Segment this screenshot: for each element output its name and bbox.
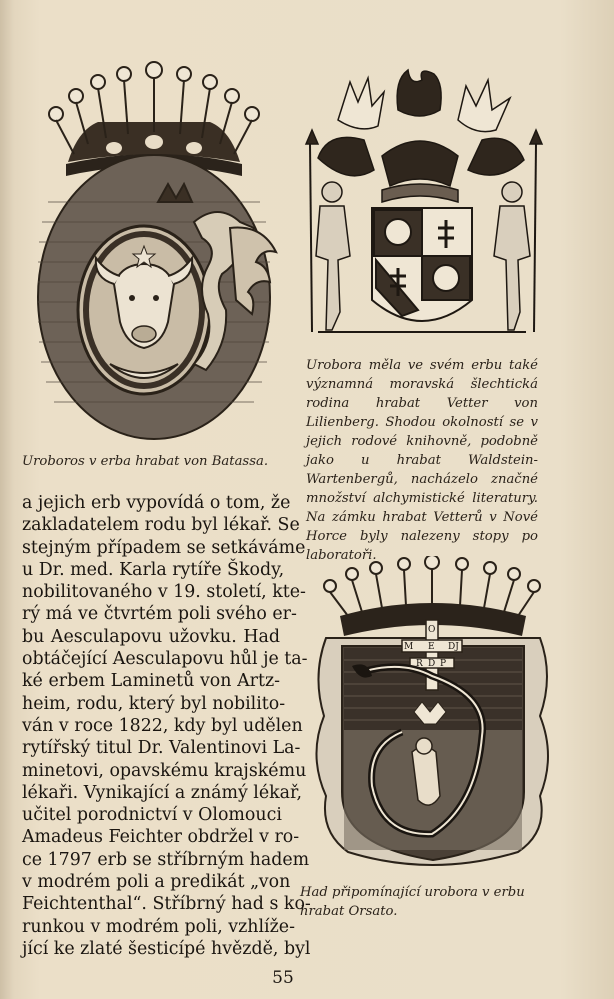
page-number: 55 [272, 968, 294, 988]
caption-batassa: Uroboros v erba hrabat von Batassa. [22, 454, 269, 469]
cross-letter-top: O [428, 625, 436, 635]
batassa-coat-of-arms [18, 52, 290, 444]
body-line: ce 1797 erb se stříbrným hadem [22, 849, 310, 870]
body-line: runkou v modrém poli, vzhlíže- [22, 916, 295, 937]
body-line: jící ke zlaté šesticípé hvězdě, byl [22, 938, 311, 959]
orsato-coat-of-arms [312, 556, 554, 876]
body-line: Amadeus Feichter obdržel v ro- [22, 827, 300, 848]
cross-letter-p: P [440, 659, 447, 669]
cross-letter-r: R [416, 659, 423, 669]
body-text [22, 492, 311, 960]
body-line: zakladatelem rodu byl lékař. Se [22, 515, 300, 536]
body-line: a jejich erb vypovídá o tom, že [22, 493, 291, 513]
body-line: heim, rodu, který byl nobilito- [22, 693, 286, 714]
caption-vetter: Urobora měla ve svém erbu také významná moravská šlechtická rodina hrabat Vetter von Lilienberg. Shodou okolností se v jejich rodové knihovně, podobně jako u hrabat Waldstein-Wartenbergů, nacházelo značné množství alchymistické literatury. Na zámku hrabat Vetterů v Nové Horce byly nalezeny stopy po laboratoři. [306, 358, 538, 563]
cross-letter-left: M [404, 642, 414, 652]
body-line: nobilitovaného v 19. století, kte- [22, 582, 306, 603]
body-line: stejným případem se setkáváme [22, 537, 306, 558]
cross-letter-center: E [428, 642, 435, 652]
body-line: obtáčející Aesculapovu hůl je ta- [22, 649, 308, 670]
body-line: Feichtenthal“. Stříbrný had s ko- [22, 894, 311, 915]
cross-letter-d: D [428, 659, 436, 669]
body-line: bu Aesculapovu užovku. Had [22, 626, 280, 647]
body-line: rý má ve čtvrtém poli svého er- [22, 604, 297, 625]
body-line: lékaři. Vynikající a známý lékař, [22, 782, 302, 803]
caption-orsato: Had připomínající urobora v erbu hrabat Orsato. [300, 885, 525, 919]
body-line: minetovi, opavskému krajskému [22, 760, 307, 781]
body-line: ké erbem Laminetů von Artz- [22, 671, 280, 692]
cross-letter-right: DJ [448, 642, 459, 652]
body-line: ván v roce 1822, kdy byl udělen [22, 715, 303, 736]
body-line: v modrém poli a predikát „von [22, 872, 291, 893]
body-line: učitel porodnictví v Olomouci [22, 805, 282, 826]
body-line: rytířský titul Dr. Valentinovi La- [22, 738, 301, 759]
vetter-shield [372, 208, 472, 321]
eagles-crest [318, 70, 524, 202]
vetter-coat-of-arms [298, 60, 548, 345]
body-line: u Dr. med. Karla rytíře Škody, [22, 559, 285, 580]
